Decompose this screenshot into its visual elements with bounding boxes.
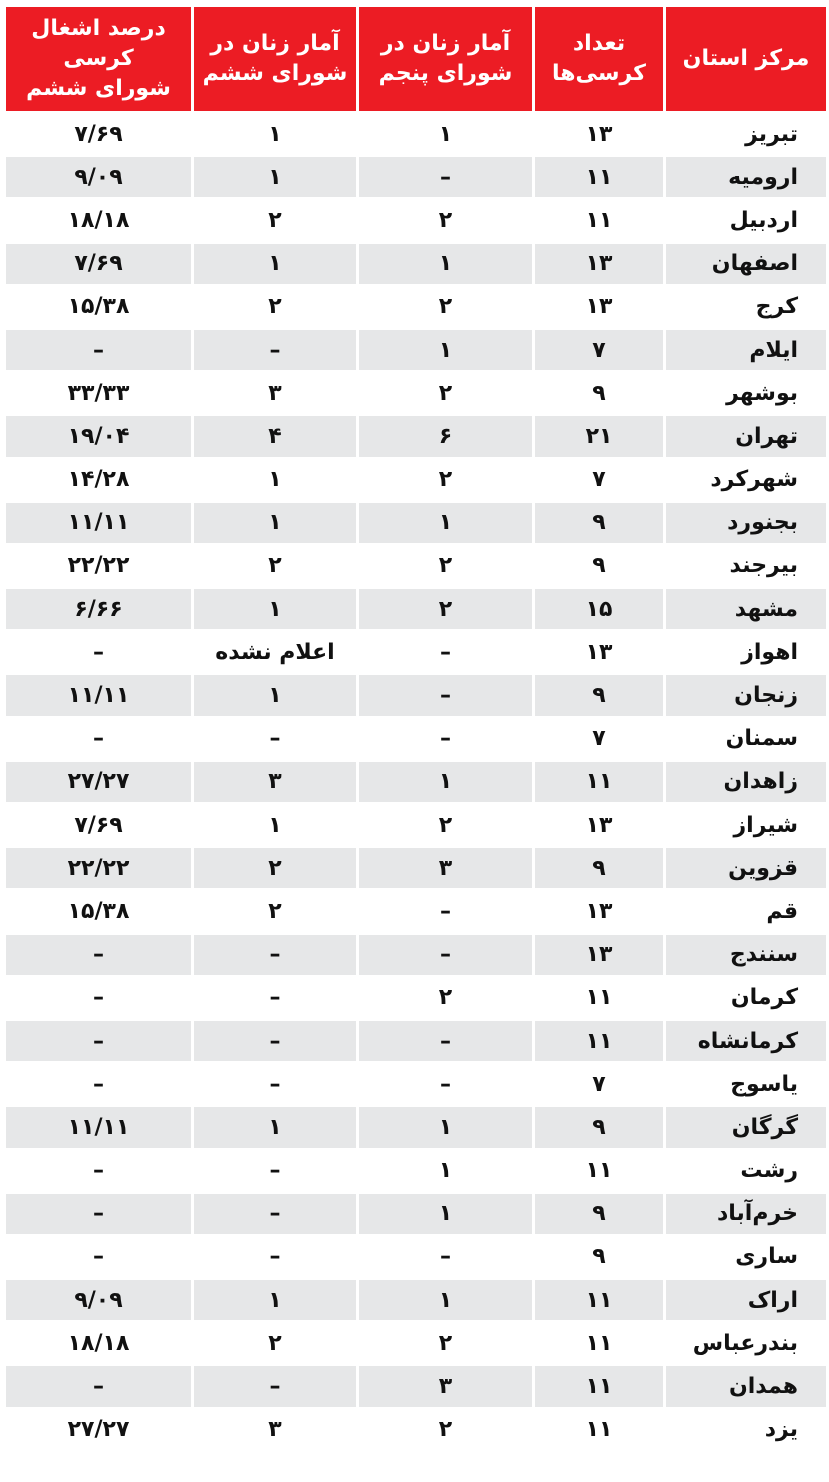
cell-women-sixth: ۱ xyxy=(194,114,356,154)
cell-province-center: گرگان xyxy=(666,1107,826,1147)
cell-women-sixth: اعلام نشده xyxy=(194,632,356,672)
cell-province-center: شهرکرد xyxy=(666,460,826,500)
cell-sixth-share: – xyxy=(6,935,191,975)
cell-sixth-share: ۲۲/۲۲ xyxy=(6,848,191,888)
header-seat-count: تعداد کرسی‌ها xyxy=(535,7,663,111)
cell-women-sixth: ۳ xyxy=(194,1410,356,1450)
table-row xyxy=(6,1280,826,1320)
header-women-sixth-council: آمار زنان در شورای ششم xyxy=(194,7,356,111)
table-row xyxy=(6,1107,826,1147)
cell-women-fifth: ۱ xyxy=(359,1194,532,1234)
cell-seat-count: ۱۱ xyxy=(535,1366,663,1406)
table-row xyxy=(6,978,826,1018)
cell-seat-count: ۹ xyxy=(535,546,663,586)
cell-women-fifth: – xyxy=(359,675,532,715)
table-row xyxy=(6,762,826,802)
table-row xyxy=(6,1194,826,1234)
cell-seat-count: ۹ xyxy=(535,503,663,543)
table-row xyxy=(6,589,826,629)
cell-women-fifth: – xyxy=(359,1064,532,1104)
cell-province-center: کرمان xyxy=(666,978,826,1018)
cell-province-center: زنجان xyxy=(666,675,826,715)
cell-seat-count: ۹ xyxy=(535,848,663,888)
cell-province-center: رشت xyxy=(666,1151,826,1191)
cell-province-center: همدان xyxy=(666,1366,826,1406)
cell-women-sixth: – xyxy=(194,978,356,1018)
cell-women-sixth: ۲ xyxy=(194,200,356,240)
table-row xyxy=(6,1366,826,1406)
cell-women-fifth: ۲ xyxy=(359,805,532,845)
cell-sixth-share: ۶/۶۶ xyxy=(6,589,191,629)
cell-province-center: یزد xyxy=(666,1410,826,1450)
header-women-fifth-council: آمار زنان در شورای پنجم xyxy=(359,7,532,111)
cell-women-fifth: ۱ xyxy=(359,114,532,154)
cell-women-fifth: ۱ xyxy=(359,244,532,284)
cell-sixth-share: ۱۴/۲۸ xyxy=(6,460,191,500)
header-province-center: مرکز استان xyxy=(666,7,826,111)
cell-sixth-share: ۲۷/۲۷ xyxy=(6,1410,191,1450)
table-row xyxy=(6,632,826,672)
cell-women-fifth: ۲ xyxy=(359,200,532,240)
table-row xyxy=(6,416,826,456)
cell-women-sixth: ۲ xyxy=(194,1323,356,1363)
cell-province-center: سنندج xyxy=(666,935,826,975)
header-sixth-council-share: درصد اشغال کرسی شورای ششم xyxy=(6,7,191,111)
cell-sixth-share: – xyxy=(6,330,191,370)
cell-women-fifth: ۱ xyxy=(359,330,532,370)
cell-sixth-share: ۲۲/۲۲ xyxy=(6,546,191,586)
cell-sixth-share: ۷/۶۹ xyxy=(6,805,191,845)
cell-province-center: بوشهر xyxy=(666,373,826,413)
cell-women-fifth: ۶ xyxy=(359,416,532,456)
table-row xyxy=(6,546,826,586)
cell-women-fifth: – xyxy=(359,1237,532,1277)
table-row xyxy=(6,675,826,715)
table-body xyxy=(6,114,826,1450)
table-row xyxy=(6,1064,826,1104)
table-row xyxy=(6,805,826,845)
cell-women-sixth: ۲ xyxy=(194,546,356,586)
table-row xyxy=(6,244,826,284)
cell-women-sixth: ۱ xyxy=(194,157,356,197)
cell-sixth-share: – xyxy=(6,1237,191,1277)
table-row xyxy=(6,200,826,240)
cell-sixth-share: ۱۸/۱۸ xyxy=(6,1323,191,1363)
table-row xyxy=(6,460,826,500)
cell-province-center: بجنورد xyxy=(666,503,826,543)
cell-seat-count: ۱۳ xyxy=(535,891,663,931)
cell-seat-count: ۱۱ xyxy=(535,1021,663,1061)
cell-sixth-share: ۱۱/۱۱ xyxy=(6,503,191,543)
cell-seat-count: ۱۱ xyxy=(535,978,663,1018)
cell-women-fifth: ۲ xyxy=(359,287,532,327)
cell-sixth-share: ۷/۶۹ xyxy=(6,244,191,284)
cell-seat-count: ۷ xyxy=(535,1064,663,1104)
cell-province-center: کرج xyxy=(666,287,826,327)
cell-women-sixth: ۲ xyxy=(194,287,356,327)
cell-seat-count: ۷ xyxy=(535,330,663,370)
cell-women-fifth: ۱ xyxy=(359,503,532,543)
cell-women-sixth: ۱ xyxy=(194,675,356,715)
table-row xyxy=(6,373,826,413)
cell-sixth-share: – xyxy=(6,978,191,1018)
cell-seat-count: ۲۱ xyxy=(535,416,663,456)
cell-seat-count: ۱۱ xyxy=(535,762,663,802)
table-row xyxy=(6,1237,826,1277)
cell-women-sixth: – xyxy=(194,1194,356,1234)
cell-women-fifth: ۲ xyxy=(359,373,532,413)
cell-province-center: بیرجند xyxy=(666,546,826,586)
cell-women-sixth: – xyxy=(194,1366,356,1406)
cell-sixth-share: – xyxy=(6,1194,191,1234)
table-row xyxy=(6,330,826,370)
cell-province-center: اصفهان xyxy=(666,244,826,284)
cell-seat-count: ۷ xyxy=(535,460,663,500)
cell-seat-count: ۱۱ xyxy=(535,200,663,240)
cell-sixth-share: – xyxy=(6,719,191,759)
table-row xyxy=(6,157,826,197)
cell-women-sixth: – xyxy=(194,935,356,975)
cell-seat-count: ۱۱ xyxy=(535,1410,663,1450)
table-row xyxy=(6,114,826,154)
cell-women-fifth: ۲ xyxy=(359,978,532,1018)
cell-women-fifth: ۲ xyxy=(359,1323,532,1363)
cell-sixth-share: ۱۵/۳۸ xyxy=(6,287,191,327)
cell-women-sixth: ۳ xyxy=(194,762,356,802)
cell-sixth-share: ۳۳/۳۳ xyxy=(6,373,191,413)
cell-women-sixth: ۱ xyxy=(194,244,356,284)
cell-province-center: تهران xyxy=(666,416,826,456)
cell-women-sixth: ۴ xyxy=(194,416,356,456)
cell-women-sixth: – xyxy=(194,330,356,370)
cell-seat-count: ۹ xyxy=(535,1237,663,1277)
cell-seat-count: ۱۱ xyxy=(535,1151,663,1191)
table-row xyxy=(6,848,826,888)
cell-province-center: اهواز xyxy=(666,632,826,672)
cell-sixth-share: – xyxy=(6,1366,191,1406)
table-row xyxy=(6,1151,826,1191)
cell-women-sixth: ۱ xyxy=(194,805,356,845)
cell-sixth-share: – xyxy=(6,1064,191,1104)
cell-seat-count: ۱۳ xyxy=(535,935,663,975)
cell-sixth-share: ۱۹/۰۴ xyxy=(6,416,191,456)
cell-women-fifth: ۲ xyxy=(359,460,532,500)
cell-seat-count: ۱۱ xyxy=(535,1323,663,1363)
cell-province-center: زاهدان xyxy=(666,762,826,802)
cell-sixth-share: ۷/۶۹ xyxy=(6,114,191,154)
cell-province-center: ساری xyxy=(666,1237,826,1277)
cell-province-center: قم xyxy=(666,891,826,931)
cell-women-fifth: ۳ xyxy=(359,1366,532,1406)
cell-sixth-share: – xyxy=(6,1151,191,1191)
cell-women-sixth: ۱ xyxy=(194,589,356,629)
cell-women-fifth: – xyxy=(359,935,532,975)
table-row xyxy=(6,1410,826,1450)
cell-women-sixth: ۱ xyxy=(194,503,356,543)
cell-women-sixth: – xyxy=(194,1064,356,1104)
cell-seat-count: ۱۳ xyxy=(535,805,663,845)
table-row xyxy=(6,719,826,759)
table-row xyxy=(6,935,826,975)
cell-province-center: تبریز xyxy=(666,114,826,154)
cell-sixth-share: ۹/۰۹ xyxy=(6,157,191,197)
cell-seat-count: ۹ xyxy=(535,1107,663,1147)
cell-province-center: اردبیل xyxy=(666,200,826,240)
cell-province-center: شیراز xyxy=(666,805,826,845)
cell-seat-count: ۱۳ xyxy=(535,632,663,672)
cell-seat-count: ۱۳ xyxy=(535,287,663,327)
cell-women-sixth: ۱ xyxy=(194,1107,356,1147)
cell-seat-count: ۹ xyxy=(535,675,663,715)
cell-seat-count: ۱۳ xyxy=(535,244,663,284)
cell-seat-count: ۱۳ xyxy=(535,114,663,154)
cell-women-sixth: ۳ xyxy=(194,373,356,413)
cell-province-center: قزوین xyxy=(666,848,826,888)
cell-women-fifth: – xyxy=(359,891,532,931)
cell-sixth-share: ۱۵/۳۸ xyxy=(6,891,191,931)
cell-province-center: ارومیه xyxy=(666,157,826,197)
cell-province-center: سمنان xyxy=(666,719,826,759)
cell-women-sixth: ۲ xyxy=(194,891,356,931)
cell-women-sixth: ۱ xyxy=(194,1280,356,1320)
cell-women-fifth: – xyxy=(359,1021,532,1061)
cell-women-sixth: – xyxy=(194,1151,356,1191)
cell-women-fifth: ۳ xyxy=(359,848,532,888)
table-row xyxy=(6,891,826,931)
cell-women-fifth: ۲ xyxy=(359,1410,532,1450)
cell-women-fifth: ۱ xyxy=(359,1107,532,1147)
cell-women-sixth: – xyxy=(194,1021,356,1061)
cell-province-center: مشهد xyxy=(666,589,826,629)
cell-women-sixth: ۲ xyxy=(194,848,356,888)
cell-province-center: اراک xyxy=(666,1280,826,1320)
table-row xyxy=(6,1323,826,1363)
cell-women-fifth: – xyxy=(359,719,532,759)
cell-seat-count: ۹ xyxy=(535,373,663,413)
cell-province-center: یاسوج xyxy=(666,1064,826,1104)
cell-women-sixth: ۱ xyxy=(194,460,356,500)
cell-women-fifth: ۲ xyxy=(359,589,532,629)
table-row xyxy=(6,287,826,327)
cell-province-center: بندرعباس xyxy=(666,1323,826,1363)
cell-women-fifth: – xyxy=(359,157,532,197)
cell-women-fifth: – xyxy=(359,632,532,672)
cell-women-fifth: ۱ xyxy=(359,762,532,802)
cell-sixth-share: ۲۷/۲۷ xyxy=(6,762,191,802)
cell-seat-count: ۹ xyxy=(535,1194,663,1234)
cell-province-center: ایلام xyxy=(666,330,826,370)
cell-seat-count: ۱۵ xyxy=(535,589,663,629)
cell-seat-count: ۱۱ xyxy=(535,157,663,197)
cell-seat-count: ۱۱ xyxy=(535,1280,663,1320)
cell-women-sixth: – xyxy=(194,1237,356,1277)
table-row xyxy=(6,1021,826,1061)
table-row xyxy=(6,503,826,543)
cell-women-fifth: ۲ xyxy=(359,546,532,586)
cell-province-center: خرم‌آباد xyxy=(666,1194,826,1234)
cell-province-center: کرمانشاه xyxy=(666,1021,826,1061)
cell-sixth-share: ۱۸/۱۸ xyxy=(6,200,191,240)
cell-sixth-share: – xyxy=(6,1021,191,1061)
cell-women-fifth: ۱ xyxy=(359,1151,532,1191)
cell-sixth-share: ۱۱/۱۱ xyxy=(6,675,191,715)
cell-women-sixth: – xyxy=(194,719,356,759)
cell-sixth-share: – xyxy=(6,632,191,672)
women-council-seats-table xyxy=(3,4,829,1453)
cell-women-fifth: ۱ xyxy=(359,1280,532,1320)
cell-sixth-share: ۱۱/۱۱ xyxy=(6,1107,191,1147)
cell-sixth-share: ۹/۰۹ xyxy=(6,1280,191,1320)
cell-seat-count: ۷ xyxy=(535,719,663,759)
header-row xyxy=(6,7,826,111)
